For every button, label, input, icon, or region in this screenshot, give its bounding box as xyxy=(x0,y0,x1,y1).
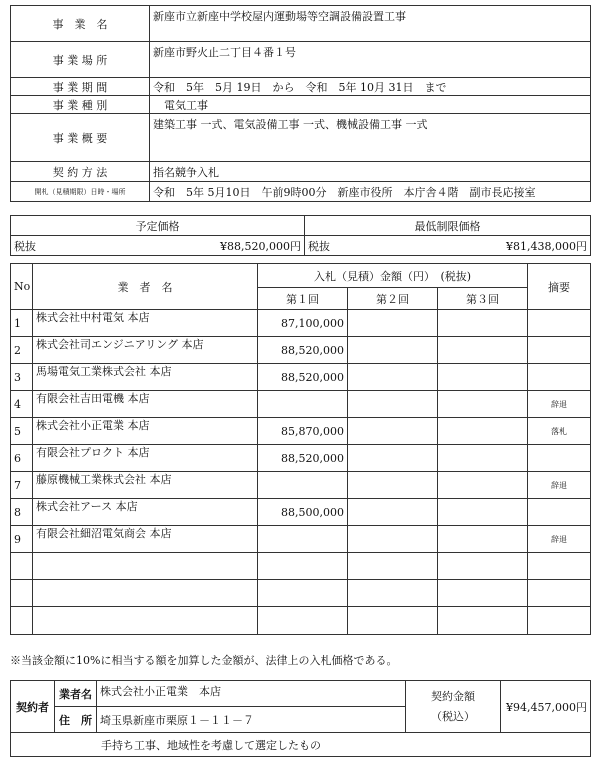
row-round-2 xyxy=(348,418,438,445)
row-company xyxy=(33,553,258,580)
project-summary-label: 事 業 概 要 xyxy=(11,114,150,162)
row-remark xyxy=(528,553,591,580)
row-company: 有限会社吉田電機 本店 xyxy=(33,391,258,418)
row-round-1 xyxy=(258,526,348,553)
row-round-2 xyxy=(348,445,438,472)
row-round-3 xyxy=(438,607,528,635)
row-no: 2 xyxy=(11,337,33,364)
contractor-label: 契約者 xyxy=(11,681,55,733)
row-round-1 xyxy=(258,580,348,607)
address-label: 住 所 xyxy=(55,707,97,733)
row-round-1: 88,520,000 xyxy=(258,445,348,472)
row-round-2 xyxy=(348,499,438,526)
row-round-1: 85,870,000 xyxy=(258,418,348,445)
table-row xyxy=(11,391,591,418)
opening-value: 令和 5年 5月10日 午前9時00分 新座市役所 本庁舎４階 副市長応接室 xyxy=(150,182,591,202)
row-remark: 落札 xyxy=(528,418,591,445)
row-round-3 xyxy=(438,418,528,445)
row-no: 1 xyxy=(11,310,33,337)
row-no: 4 xyxy=(11,391,33,418)
row-remark xyxy=(528,445,591,472)
row-remark xyxy=(528,499,591,526)
price-table xyxy=(10,215,591,256)
table-row xyxy=(11,310,591,337)
contract-company-value: 株式会社小正電業 本店 xyxy=(97,681,406,707)
company-label: 業者名 xyxy=(55,681,97,707)
price-note: ※当該金額に10%に相当する額を加算した金額が、法律上の入札価格である。 xyxy=(10,654,398,667)
row-no xyxy=(11,580,33,607)
row-round-3 xyxy=(438,553,528,580)
row-round-3 xyxy=(438,445,528,472)
table-row xyxy=(11,472,591,499)
row-no xyxy=(11,553,33,580)
row-round-1: 88,520,000 xyxy=(258,364,348,391)
row-remark: 辞退 xyxy=(528,472,591,499)
project-place-label: 事 業 場 所 xyxy=(11,42,150,78)
row-company: 有限会社プロクト 本店 xyxy=(33,445,258,472)
contract-table xyxy=(10,680,591,757)
row-round-3 xyxy=(438,526,528,553)
row-company: 有限会社細沼電気商会 本店 xyxy=(33,526,258,553)
table-row xyxy=(11,445,591,472)
row-round-1: 87,100,000 xyxy=(258,310,348,337)
row-round-1: 88,520,000 xyxy=(258,337,348,364)
contract-amount-value: ¥94,457,000円 xyxy=(501,681,591,733)
table-row xyxy=(11,337,591,364)
row-round-2 xyxy=(348,364,438,391)
table-row xyxy=(11,580,591,607)
row-company: 株式会社司エンジニアリング 本店 xyxy=(33,337,258,364)
row-no xyxy=(11,607,33,635)
row-round-1 xyxy=(258,607,348,635)
contract-address-value: 埼玉県新座市栗原１－１１－７ xyxy=(97,707,406,733)
row-round-2 xyxy=(348,310,438,337)
minimum-price-value: ¥81,438,000円 xyxy=(506,239,587,253)
contract-method-value: 指名競争入札 xyxy=(150,162,591,182)
table-row xyxy=(11,499,591,526)
row-remark: 辞退 xyxy=(528,526,591,553)
row-round-1 xyxy=(258,391,348,418)
minimum-price-label: 最低制限価格 xyxy=(305,216,591,236)
row-remark xyxy=(528,337,591,364)
row-no: 9 xyxy=(11,526,33,553)
planned-price-value: ¥88,520,000円 xyxy=(220,239,301,253)
contract-method-label: 契 約 方 法 xyxy=(11,162,150,182)
row-no: 8 xyxy=(11,499,33,526)
row-round-2 xyxy=(348,607,438,635)
row-no: 6 xyxy=(11,445,33,472)
contract-amount-sub: （税込） xyxy=(431,709,475,723)
round-3-header: 第３回 xyxy=(438,288,528,310)
row-no: 3 xyxy=(11,364,33,391)
row-round-2 xyxy=(348,391,438,418)
round-1-header: 第１回 xyxy=(258,288,348,310)
row-round-3 xyxy=(438,580,528,607)
table-row xyxy=(11,364,591,391)
row-remark xyxy=(528,310,591,337)
amount-header: 入札（見積）金額（円） (税抜) xyxy=(258,264,528,288)
company-header: 業 者 名 xyxy=(33,264,258,310)
remarks-header: 摘要 xyxy=(528,264,591,310)
contract-amount-label-cell xyxy=(406,681,501,733)
row-round-3 xyxy=(438,472,528,499)
row-company: 株式会社中村電気 本店 xyxy=(33,310,258,337)
project-name-value: 新座市立新座中学校屋内運動場等空調設備設置工事 xyxy=(150,6,591,42)
row-round-3 xyxy=(438,310,528,337)
project-period-label: 事 業 期 間 xyxy=(11,78,150,96)
row-round-2 xyxy=(348,580,438,607)
row-round-2 xyxy=(348,472,438,499)
planned-price-label: 予定価格 xyxy=(11,216,305,236)
planned-tax-label: 税抜 xyxy=(14,239,36,253)
row-remark xyxy=(528,580,591,607)
row-company xyxy=(33,580,258,607)
contract-amount-label: 契約金額 xyxy=(431,689,475,703)
table-row xyxy=(11,526,591,553)
row-company: 株式会社アース 本店 xyxy=(33,499,258,526)
no-header: No xyxy=(11,264,33,310)
row-round-1: 88,500,000 xyxy=(258,499,348,526)
row-round-2 xyxy=(348,337,438,364)
table-row xyxy=(11,418,591,445)
row-round-1 xyxy=(258,553,348,580)
round-2-header: 第２回 xyxy=(348,288,438,310)
minimum-tax-label: 税抜 xyxy=(308,239,330,253)
row-company: 株式会社小正電業 本店 xyxy=(33,418,258,445)
row-company xyxy=(33,607,258,635)
row-round-3 xyxy=(438,391,528,418)
project-name-label: 事 業 名 xyxy=(11,6,150,42)
project-summary-value: 建築工事 一式、電気設備工事 一式、機械設備工事 一式 xyxy=(150,114,591,162)
row-remark xyxy=(528,364,591,391)
row-no: 5 xyxy=(11,418,33,445)
project-place-value: 新座市野火止二丁目４番１号 xyxy=(150,42,591,78)
row-company: 馬場電気工業株式会社 本店 xyxy=(33,364,258,391)
minimum-price-cell xyxy=(305,236,591,256)
project-type-value: 電気工事 xyxy=(150,96,591,114)
project-overview-table xyxy=(10,5,591,202)
row-round-2 xyxy=(348,553,438,580)
table-row xyxy=(11,607,591,635)
row-remark xyxy=(528,607,591,635)
table-row xyxy=(11,553,591,580)
planned-price-cell xyxy=(11,236,305,256)
row-company: 藤原機械工業株式会社 本店 xyxy=(33,472,258,499)
row-round-1 xyxy=(258,472,348,499)
bid-table xyxy=(10,263,591,635)
selection-reason: 手持ち工事、地域性を考慮して選定したもの xyxy=(11,733,591,757)
row-round-3 xyxy=(438,364,528,391)
row-round-3 xyxy=(438,499,528,526)
row-no: 7 xyxy=(11,472,33,499)
row-round-2 xyxy=(348,526,438,553)
row-round-3 xyxy=(438,337,528,364)
opening-label: 開札（見積期限）日時・場所 xyxy=(11,182,150,202)
row-remark: 辞退 xyxy=(528,391,591,418)
project-period-value: 令和 5年 5月 19日 から 令和 5年 10月 31日 まで xyxy=(150,78,591,96)
project-type-label: 事 業 種 別 xyxy=(11,96,150,114)
